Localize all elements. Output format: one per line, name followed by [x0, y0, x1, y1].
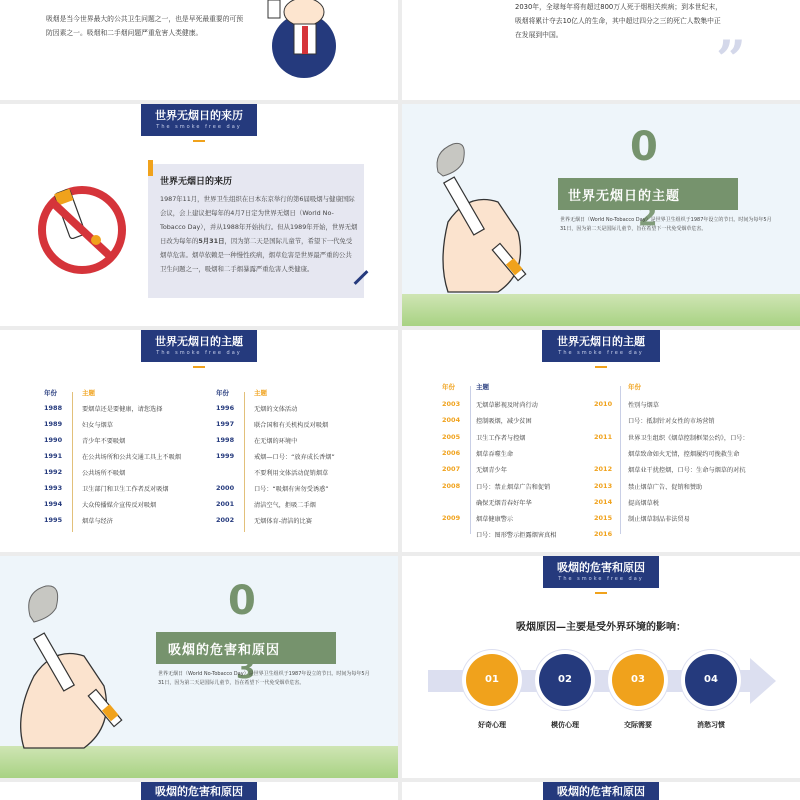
col-year-right: 年份 [628, 383, 641, 391]
theme-year: 2013 [594, 481, 613, 490]
header-title: 世界无烟日的来历 [155, 109, 243, 122]
theme-text: 口号：图形警示拒露烟害真相 [476, 532, 557, 540]
col-year-left: 年份 [44, 389, 57, 397]
theme-year: 2011 [594, 432, 613, 441]
slide-history [0, 104, 398, 326]
theme-text: 提高烟草税 [628, 499, 659, 507]
box-paragraph [160, 192, 358, 276]
section-number: 0 [630, 124, 658, 170]
slide-intro-left [0, 0, 398, 100]
theme-year: 1994 [44, 500, 63, 508]
theme-text: 禁止烟草广告、促销和赞助 [628, 483, 703, 491]
slide-header [542, 330, 660, 362]
theme-text: 青少年不要吸烟 [82, 438, 126, 445]
theme-year: 1993 [44, 484, 63, 492]
header-title: 吸烟的危害和原因 [557, 561, 645, 574]
header-title: 吸烟的危害和原因 [557, 785, 645, 798]
reason-step-label: 模仿心理 [551, 721, 579, 729]
slide-section-2 [402, 104, 800, 326]
theme-year: 2014 [594, 497, 613, 506]
theme-year: 2003 [442, 400, 461, 408]
theme-text: 烟草健康警示 [476, 516, 514, 524]
timeline-line [72, 392, 73, 532]
theme-text: 要烟草还是要健康，请您选择 [82, 406, 163, 413]
theme-text: 不要利用文体活动促销烟草 [254, 470, 329, 477]
theme-text: 戒烟—口号：“放弃成长香烟” [254, 454, 335, 461]
reason-step-label: 消愁习惯 [697, 721, 725, 729]
theme-year: 2005 [442, 432, 461, 441]
slide-harm-left [0, 782, 398, 800]
theme-text: 无烟草影视及时尚行动 [476, 402, 538, 409]
theme-text: 公共场所不吸烟 [82, 470, 126, 477]
slide-header [543, 556, 659, 588]
no-smoking-icon [32, 180, 132, 280]
theme-text: 性别与烟草 [628, 402, 659, 409]
timeline-line [620, 386, 621, 534]
theme-year: 2015 [594, 514, 613, 523]
theme-year: 1996 [216, 404, 235, 412]
slide-section-3 [0, 556, 398, 778]
theme-year: 1997 [216, 420, 235, 428]
reason-step-circle: 04 [685, 654, 737, 706]
box-title: 世界无烟日的来历 [160, 177, 233, 187]
theme-text: 无烟的文体活动 [254, 406, 298, 413]
theme-text: 烟草致命如火无情，控烟履约可挽救生命 [628, 450, 740, 458]
section-desc: 世界无烟日（World No-Tobacco Day）是世界卫生组织于1987年设立的节日。时间为每年5月31日，因为第二天是国际儿童节，旨在希望下一代免受烟草危害。 [158, 671, 370, 686]
slide-intro-right [402, 0, 800, 100]
para-part1: 1987年11月，世界卫生组织在日本东京举行的第6届吸烟与健康国际会议，会上建议把每年的4月7日定为世界无烟日（World No-Tobacco Day），并从1988年开始执行。但从1989年开始，世界无烟日改为每年的 [160, 195, 358, 245]
theme-text: 在公共场所和公共交通工具上不吸烟 [82, 454, 181, 461]
quote-mark-icon: ” [716, 30, 746, 91]
header-title: 世界无烟日的主题 [557, 335, 645, 348]
reason-step-label: 交际需要 [624, 721, 652, 729]
col-theme-right: 主题 [254, 389, 267, 397]
header-subtitle: The smoke free day [558, 350, 644, 356]
theme-text: 在无烟的环境中 [254, 438, 298, 445]
theme-year: 1990 [44, 436, 63, 444]
col-year-left: 年份 [442, 383, 455, 391]
theme-text: 联合国和有关机构反对吸烟 [254, 422, 329, 429]
slide-header [543, 782, 659, 800]
theme-year: 2016 [594, 530, 613, 539]
theme-year: 2004 [442, 416, 461, 425]
theme-text: 口号：抵制针对女性的市场营销 [628, 418, 715, 426]
theme-text: 口号：“吸烟有害勿受诱惑” [254, 486, 329, 493]
theme-text: 无烟体育-清洁的比赛 [254, 518, 312, 525]
theme-text: 口号：禁止烟草广告和促销 [476, 483, 551, 491]
theme-year: 2002 [216, 516, 235, 524]
header-underline [595, 592, 607, 594]
intro-text: 吸烟是当今世界最大的公共卫生问题之一，也是早死最重要的可预防因素之一。吸烟和二手烟问题严重危害人类健康。 [46, 15, 244, 37]
header-subtitle: The smoke free day [156, 124, 242, 130]
slide-header [141, 330, 257, 362]
section-number-2: 2 [638, 199, 658, 232]
theme-year: 1999 [216, 452, 235, 460]
section-number: 0 [228, 578, 256, 624]
reason-step-circle: 01 [466, 654, 518, 706]
slide-header [141, 104, 257, 136]
theme-year: 1995 [44, 516, 63, 524]
hand-crushing-cigarette-illustration [4, 576, 154, 756]
theme-year: 1989 [44, 420, 63, 428]
theme-year: 2000 [216, 484, 235, 492]
reason-step-circle: 03 [612, 654, 664, 706]
theme-text: 烟草业干扰控烟，口号：生命与烟草的对抗 [628, 467, 746, 475]
theme-text: 卫生工作者与控烟 [476, 434, 526, 442]
theme-text: 烟草与经济 [82, 518, 113, 525]
timeline-line [470, 386, 471, 534]
theme-year: 2008 [442, 481, 461, 490]
section-title: 吸烟的危害和原因 [168, 643, 281, 658]
col-year-right: 年份 [216, 389, 229, 397]
theme-text: 卫生部门和卫生工作者反对吸烟 [82, 486, 169, 493]
theme-text: 无烟青少年 [476, 467, 507, 475]
theme-text: 制止烟草制品非法贸易 [628, 516, 690, 524]
reason-step-circle: 02 [539, 654, 591, 706]
theme-text: 控制吸烟，减少贫困 [476, 418, 532, 426]
slide-themes-2 [402, 330, 800, 552]
header-underline [595, 366, 607, 368]
header-subtitle: The smoke free day [156, 350, 242, 356]
reasons-heading: 吸烟原因—主要是受外界环境的影响： [516, 622, 686, 633]
header-title: 吸烟的危害和原因 [155, 785, 243, 798]
cartoon-kid-illustration [258, 0, 338, 80]
slide-header [141, 782, 257, 800]
theme-year: 2012 [594, 465, 613, 474]
theme-year: 2006 [442, 448, 461, 457]
theme-text: 确保无烟青春好年华 [476, 499, 532, 507]
box-accent [148, 160, 153, 176]
theme-year: 1992 [44, 468, 63, 476]
slide-reasons [402, 556, 800, 778]
theme-text: 妇女与烟草 [82, 422, 113, 429]
reason-step-label: 好奇心理 [478, 721, 506, 729]
theme-year: 1988 [44, 404, 63, 412]
section-number-2: 3 [236, 652, 256, 685]
theme-year: 1991 [44, 452, 63, 460]
theme-year: 2009 [442, 514, 461, 523]
section-title: 世界无烟日的主题 [568, 189, 681, 204]
hand-crushing-cigarette-illustration [408, 132, 558, 302]
para-part2: ，因为第二天是国际儿童节，希望下一代免受烟草危害。烟草依赖是一种慢性疾病，烟草危害是世界最严重的公共卫生问题之一，吸烟和二手烟暴露严重危害人类健康。 [160, 237, 353, 273]
theme-year: 2007 [442, 465, 461, 474]
theme-year: 2001 [216, 500, 235, 508]
stat-text: 2030年，全球每年将有超过800万人死于烟相关疾病；到本世纪末，吸烟将累计夺去10亿人的生命，其中超过四分之三的死亡人数集中正在发展到中国。 [515, 3, 722, 39]
theme-year: 2010 [594, 400, 613, 408]
timeline-line [244, 392, 245, 532]
theme-text: 大众传播媒介宣传反对吸烟 [82, 502, 157, 509]
header-underline [193, 366, 205, 368]
col-theme-left: 主题 [82, 389, 95, 397]
col-theme-left: 主题 [476, 383, 489, 391]
section-desc: 世界无烟日（World No-Tobacco Day）是世界卫生组织于1987年设立的节日。时间为每年5月31日，因为第二天是国际儿童节，旨在希望下一代免受烟草危害。 [560, 217, 772, 232]
theme-year: 1998 [216, 436, 235, 444]
theme-text: 烟草吞噬生命 [476, 450, 514, 458]
theme-text: 清洁空气，拒吸二手烟 [254, 502, 316, 509]
theme-text: 世界卫生组织《烟草控制框架公约》，口号： [628, 434, 749, 442]
para-bold-date: 5月31日 [198, 237, 225, 245]
header-title: 世界无烟日的主题 [155, 335, 243, 348]
slide-themes-1 [0, 330, 398, 552]
header-subtitle: The smoke free day [558, 576, 644, 582]
header-underline [193, 140, 205, 142]
slide-harm-right [402, 782, 800, 800]
